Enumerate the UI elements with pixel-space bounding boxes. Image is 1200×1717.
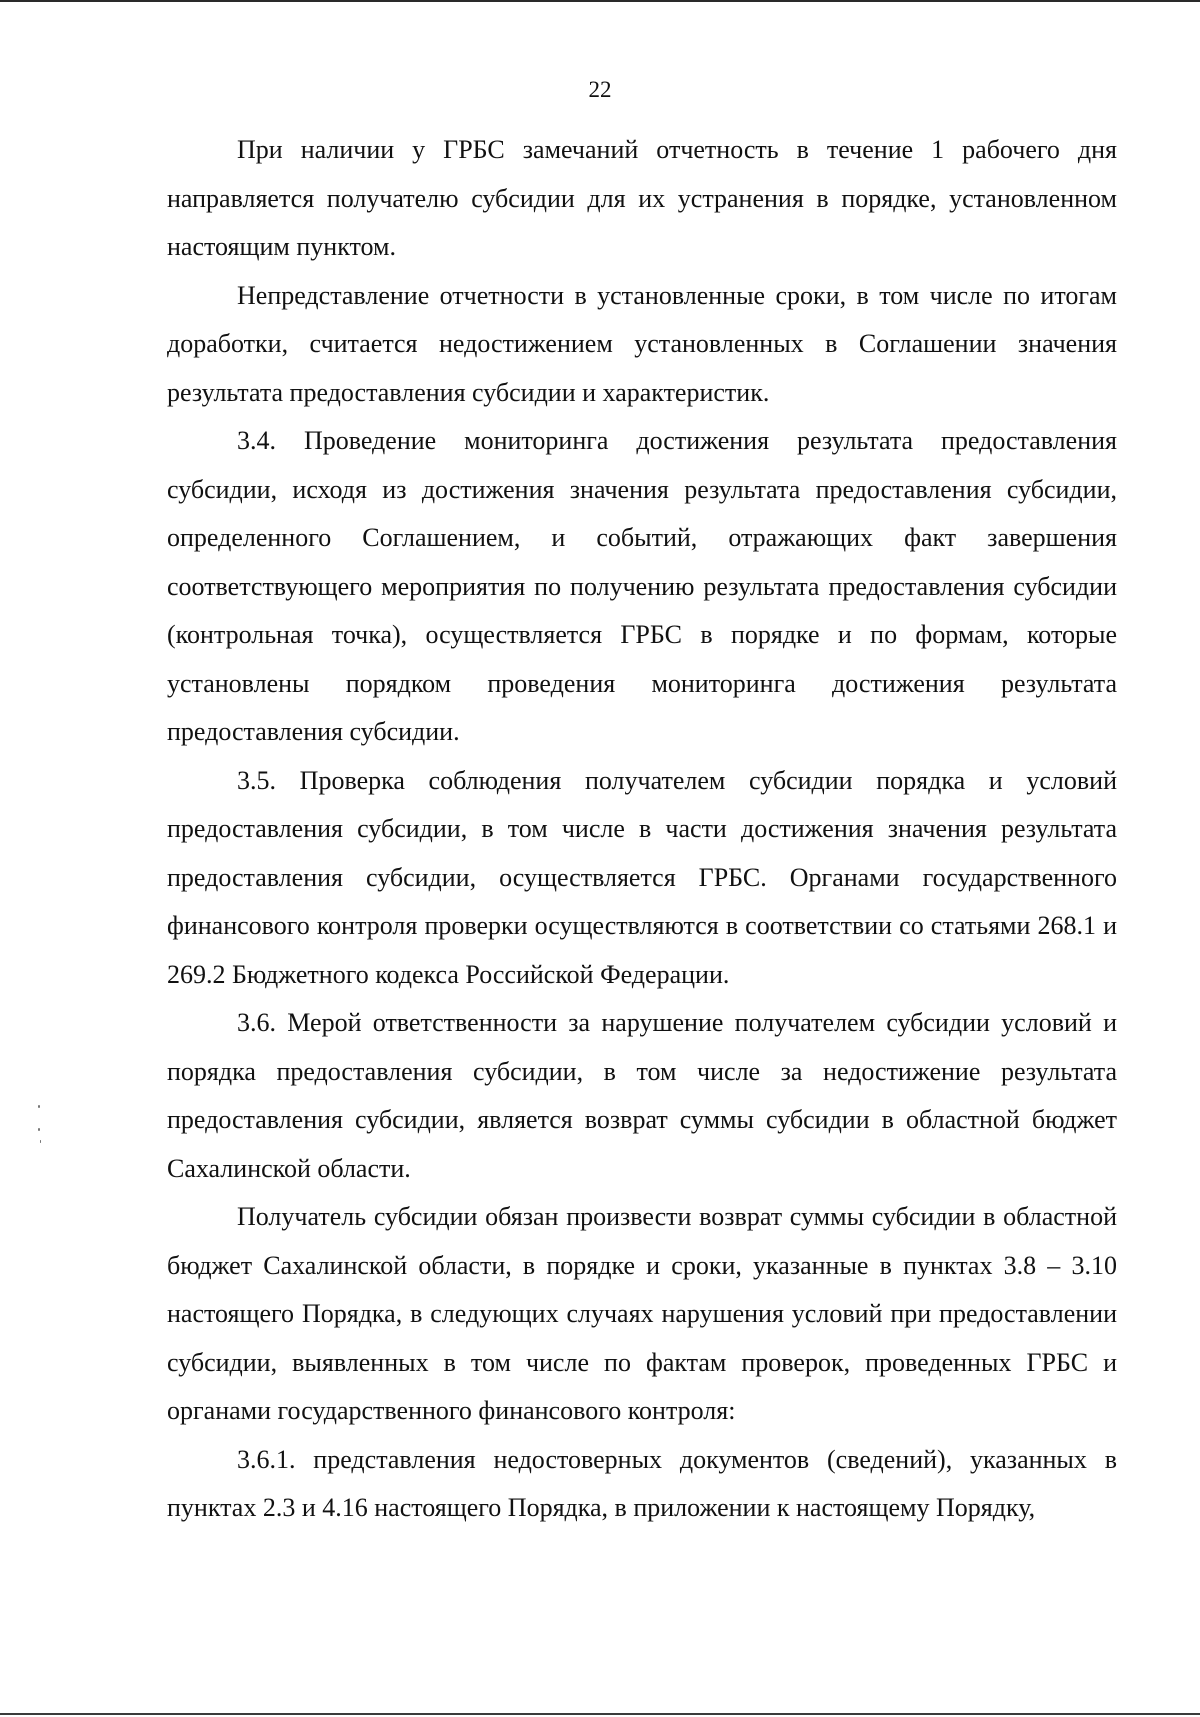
paragraph: Непредставление отчетности в установленные сроки, в том числе по итогам доработки, считается недостижением установленных в Соглашении значения результата предоставления субсидии и характеристик.	[167, 280, 1117, 407]
page-number: 22	[588, 77, 612, 102]
scan-edge-top	[0, 0, 1200, 2]
paragraph: Получатель субсидии обязан произвести возврат суммы субсидии в областной бюджет Сахалинской области, в порядке и сроки, указанные в пунктах 3.8 – 3.10 настоящего Порядка, в следующих случаях нарушения условий при предоставлении субсидии, выявленных в том числе по фактам проверок, проведенных ГРБС и органами государственного финансового контроля:	[167, 1202, 1117, 1425]
scan-speck	[38, 1105, 40, 1108]
scan-speck	[40, 1140, 41, 1143]
paragraph: 3.5. Проверка соблюдения получателем субсидии порядка и условий предоставления субсидии, в том числе в части достижения значения результата предоставления субсидии, осуществляется ГРБС. Органами государственного финансового контроля проверки осуществляются в соответствии со статьями 268.1 и 269.2 Бюджетного кодекса Российской Федерации.	[167, 765, 1117, 989]
paragraph: 3.6. Мерой ответственности за нарушение получателем субсидии условий и порядка предоставления субсидии, в том числе за недостижение результата предоставления субсидии, является возврат суммы субсидии в областной бюджет Сахалинской области.	[167, 1008, 1117, 1183]
scan-speck	[38, 1128, 40, 1131]
document-body	[167, 126, 1117, 1533]
paragraph: 3.6.1. представления недостоверных документов (сведений), указанных в пунктах 2.3 и 4.16 настоящего Порядка, в приложении к настоящему Порядку,	[167, 1444, 1117, 1522]
paragraph: 3.4. Проведение мониторинга достижения результата предоставления субсидии, исходя из достижения значения результата предоставления субсидии, определенного Соглашением, и событий, отражающих факт завершения соответствующего мероприятия по получению результата предоставления субсидии (контрольная точка), осуществляется ГРБС в порядке и по формам, которые установлены порядком проведения мониторинга достижения результата предоставления субсидии.	[167, 426, 1117, 746]
scan-edge-bottom	[0, 1713, 1200, 1715]
paragraph: При наличии у ГРБС замечаний отчетность в течение 1 рабочего дня направляется получателю субсидии для их устранения в порядке, установленном настоящим пунктом.	[167, 135, 1117, 261]
